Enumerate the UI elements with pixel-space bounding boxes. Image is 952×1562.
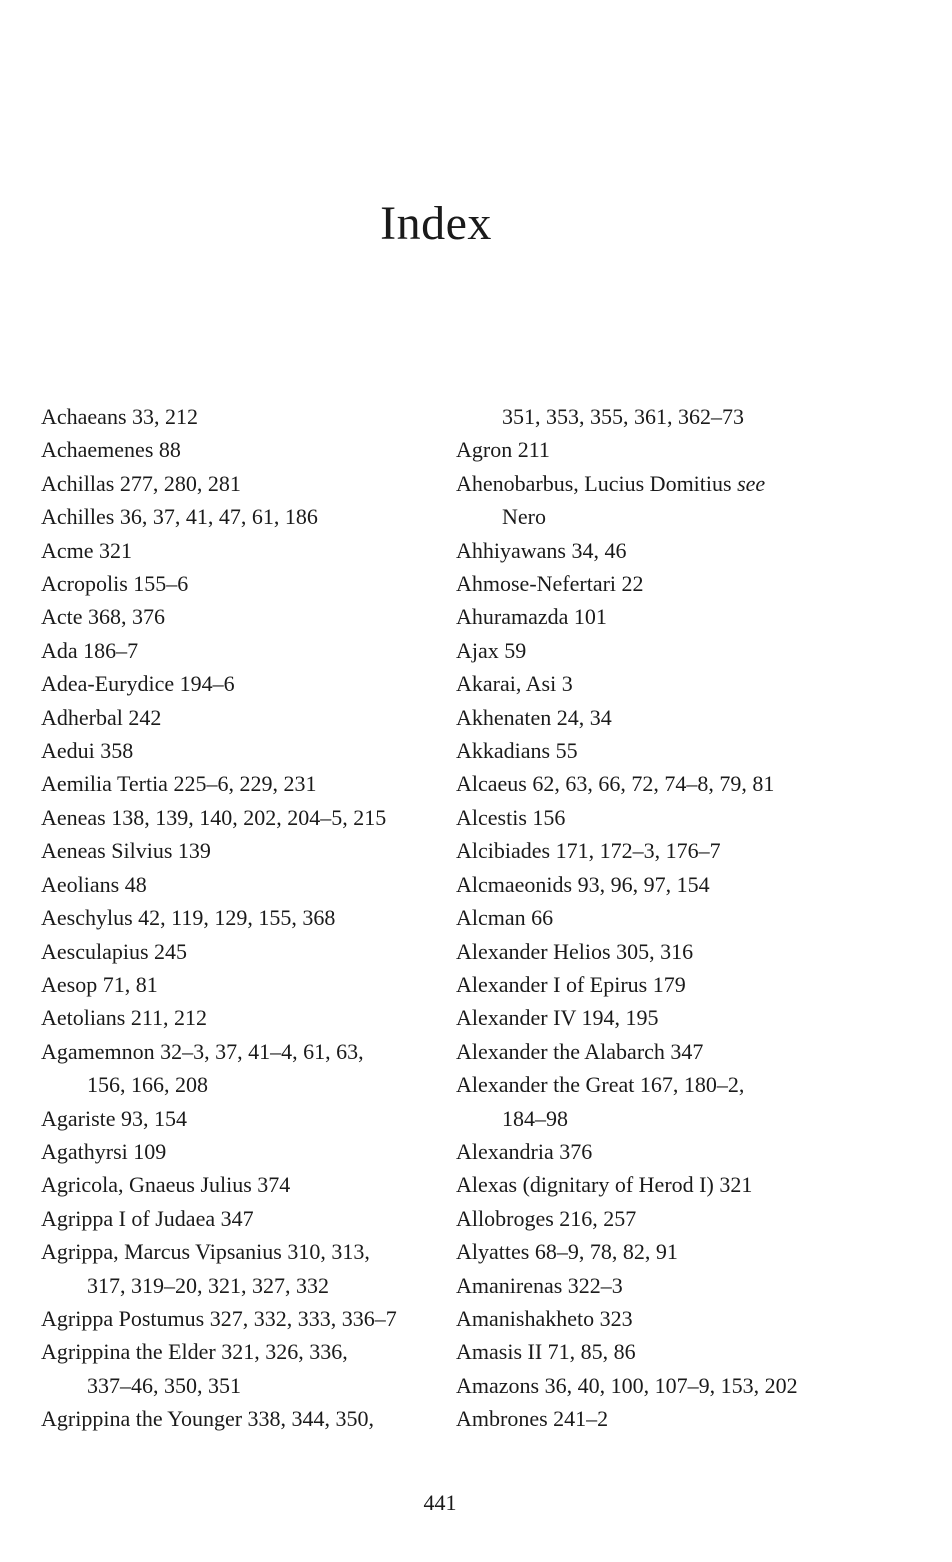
entry-line (456, 868, 876, 901)
entry-term: Ahmose-Nefertari (456, 571, 617, 597)
entry-pages: 32–3, 37, 41–4, 61, 63, (160, 1038, 364, 1064)
entry-term: Akarai, Asi (456, 671, 557, 697)
entry-pages: 59 (504, 637, 527, 663)
entry-pages: 71, 85, 86 (547, 1339, 636, 1365)
index-entry (41, 834, 441, 867)
entry-term: Agamemnon (41, 1038, 155, 1064)
entry-term: Alyattes (456, 1239, 530, 1265)
index-entry (456, 1302, 876, 1335)
page-title: Index (380, 197, 492, 250)
index-entry (456, 667, 876, 700)
entry-term: Acte (41, 604, 83, 630)
entry-pages: 71, 81 (102, 971, 158, 997)
entry-line (456, 834, 876, 867)
entry-line (456, 1302, 876, 1335)
index-entry (456, 1068, 876, 1135)
entry-term: Alexander I of Epirus (456, 971, 648, 997)
index-entry (456, 968, 876, 1001)
entry-pages: 368, 376 (88, 604, 166, 630)
entry-pages: 358 (100, 738, 134, 764)
entry-term: Akhenaten (456, 704, 552, 730)
entry-continuation (41, 1269, 441, 1302)
entry-line (41, 1335, 441, 1368)
entry-continuation (41, 1068, 441, 1101)
entry-line (41, 1235, 441, 1268)
entry-term: Aetolians (41, 1005, 126, 1031)
entry-term: Aeneas Silvius (41, 838, 173, 864)
entry-continuation-text: 337–46, 350, 351 (87, 1372, 241, 1398)
index-entry (41, 534, 441, 567)
index-entry (456, 1001, 876, 1034)
index-entry (41, 935, 441, 968)
entry-pages: 305, 316 (616, 938, 694, 964)
index-entry (41, 1102, 441, 1135)
entry-term: Aesop (41, 971, 98, 997)
entry-term: Alexander IV (456, 1005, 576, 1031)
entry-term: Agathyrsi (41, 1138, 128, 1164)
index-entry (41, 901, 441, 934)
entry-pages: 68–9, 78, 82, 91 (534, 1239, 678, 1265)
entry-term: Ahhiyawans (456, 537, 566, 563)
index-column-right (456, 400, 876, 1436)
entry-line (456, 467, 876, 500)
entry-pages: 211 (517, 437, 550, 463)
entry-line (456, 534, 876, 567)
entry-continuation (456, 400, 876, 433)
entry-pages: 242 (128, 704, 162, 730)
entry-line (456, 1202, 876, 1235)
index-entry (456, 1335, 876, 1368)
entry-pages: 374 (257, 1172, 291, 1198)
entry-line (41, 534, 441, 567)
entry-pages: 55 (555, 738, 578, 764)
entry-line (456, 667, 876, 700)
index-entry (41, 1335, 441, 1402)
entry-term: Amazons (456, 1372, 540, 1398)
entry-term: Ada (41, 637, 78, 663)
entry-pages: 323 (599, 1305, 633, 1331)
index-entry (41, 1202, 441, 1235)
index-entry (456, 1369, 876, 1402)
entry-pages: 327, 332, 333, 336–7 (209, 1305, 397, 1331)
entry-line (456, 1335, 876, 1368)
index-entry (456, 567, 876, 600)
entry-pages: 321 (719, 1172, 753, 1198)
index-entry (41, 567, 441, 600)
entry-line (456, 1369, 876, 1402)
entry-pages: 179 (652, 971, 686, 997)
entry-term: Agricola, Gnaeus Julius (41, 1172, 252, 1198)
entry-line (41, 1202, 441, 1235)
entry-pages: 34, 46 (571, 537, 627, 563)
index-entry (41, 1302, 441, 1335)
entry-term: Agrippa I of Judaea (41, 1205, 216, 1231)
index-entry (456, 600, 876, 633)
entry-pages: 194–6 (179, 671, 235, 697)
index-entry (456, 801, 876, 834)
entry-pages: 245 (154, 938, 188, 964)
index-entry (456, 1402, 876, 1435)
entry-term: Amanishakheto (456, 1305, 595, 1331)
entry-line (41, 400, 441, 433)
entry-term: Aesculapius (41, 938, 149, 964)
entry-line (41, 801, 441, 834)
entry-continuation-text: 351, 353, 355, 361, 362–73 (502, 404, 744, 429)
entry-line (456, 1269, 876, 1302)
entry-continuation-text: 317, 319–20, 321, 327, 332 (87, 1272, 329, 1298)
index-entry (41, 400, 441, 433)
index-entry (41, 1235, 441, 1302)
index-entry (41, 801, 441, 834)
entry-line (41, 500, 441, 533)
page-number: 441 (423, 1490, 457, 1515)
entry-pages: 321 (99, 537, 133, 563)
entry-term: Aeolians (41, 871, 120, 897)
entry-line (456, 734, 876, 767)
entry-pages: 167, 180–2, (639, 1072, 745, 1098)
entry-term: Agrippa, Marcus Vipsanius (41, 1239, 282, 1265)
entry-line (41, 634, 441, 667)
entry-line (41, 667, 441, 700)
entry-line (41, 701, 441, 734)
entry-line (41, 1135, 441, 1168)
entry-line (41, 1168, 441, 1201)
entry-line (456, 935, 876, 968)
entry-line (456, 1035, 876, 1068)
entry-term: Agrippa Postumus (41, 1305, 205, 1331)
entry-pages: 138, 139, 140, 202, 204–5, 215 (111, 804, 387, 830)
index-entry (456, 1135, 876, 1168)
entry-term: Agrippina the Younger (41, 1406, 243, 1432)
entry-line (41, 1302, 441, 1335)
entry-term: Alcestis (456, 804, 527, 830)
index-entry (41, 701, 441, 734)
entry-pages: 36, 40, 100, 107–9, 153, 202 (544, 1372, 798, 1398)
entry-pages: 376 (559, 1138, 593, 1164)
entry-term: Alexander Helios (456, 938, 611, 964)
entry-pages: 347 (670, 1038, 704, 1064)
entry-term: Ajax (456, 637, 499, 663)
entry-term: Adherbal (41, 704, 123, 730)
entry-line (41, 868, 441, 901)
entry-pages: 33, 212 (132, 404, 199, 429)
index-entry (456, 734, 876, 767)
entry-line (456, 1068, 876, 1101)
entry-term: Alcman (456, 905, 526, 931)
entry-pages: 321, 326, 336, (221, 1339, 348, 1365)
entry-pages: 194, 195 (581, 1005, 659, 1031)
entry-pages: 156 (532, 804, 566, 830)
entry-term: Achaeans (41, 404, 127, 429)
entry-pages: 277, 280, 281 (119, 470, 241, 496)
entry-continuation (41, 1369, 441, 1402)
index-entry (41, 634, 441, 667)
entry-term: Alexandria (456, 1138, 554, 1164)
entry-term: Alcmaeonids (456, 871, 573, 897)
entry-term: Alcibiades (456, 838, 551, 864)
entry-pages: 347 (220, 1205, 254, 1231)
index-column-left (41, 400, 441, 1436)
entry-line (41, 1001, 441, 1034)
entry-pages: 42, 119, 129, 155, 368 (138, 905, 336, 931)
index-entry (456, 467, 876, 534)
index-entry (456, 901, 876, 934)
entry-pages: 109 (133, 1138, 167, 1164)
entry-pages: 322–3 (567, 1272, 623, 1298)
entry-term: Amanirenas (456, 1272, 563, 1298)
entry-term: Aeschylus (41, 905, 133, 931)
entry-pages: 155–6 (133, 571, 189, 597)
entry-line (41, 600, 441, 633)
entry-line (41, 901, 441, 934)
entry-continuation (456, 500, 876, 533)
index-entry (456, 1035, 876, 1068)
entry-pages: 241–2 (553, 1406, 609, 1432)
entry-term: Acme (41, 537, 94, 563)
entry-line (41, 567, 441, 600)
entry-line (456, 767, 876, 800)
entry-term: Agrippina the Elder (41, 1339, 216, 1365)
entry-term: Acropolis (41, 571, 128, 597)
entry-term: Amasis II (456, 1339, 543, 1365)
entry-line (456, 567, 876, 600)
index-entry (456, 868, 876, 901)
index-entry (456, 534, 876, 567)
entry-term: Achillas (41, 470, 115, 496)
index-entry (41, 600, 441, 633)
entry-line (41, 433, 441, 466)
index-entry (456, 767, 876, 800)
index-entry (456, 400, 876, 433)
entry-term: Allobroges (456, 1205, 554, 1231)
entry-line (41, 935, 441, 968)
entry-line (41, 1402, 441, 1435)
entry-term: Achaemenes (41, 437, 154, 463)
entry-line (456, 1235, 876, 1268)
entry-pages: 338, 344, 350, (247, 1406, 375, 1432)
index-entry (41, 1168, 441, 1201)
entry-line (456, 1168, 876, 1201)
entry-term: Alexander the Great (456, 1072, 635, 1098)
index-entry (41, 767, 441, 800)
entry-line (41, 1102, 441, 1135)
index-entry (41, 1402, 441, 1435)
entry-continuation-text: Nero (502, 504, 546, 530)
entry-pages: 36, 37, 41, 47, 61, 186 (119, 504, 318, 530)
index-entry (456, 1269, 876, 1302)
entry-continuation-text: 156, 166, 208 (87, 1072, 208, 1098)
entry-line (456, 600, 876, 633)
entry-term: Aemilia Tertia (41, 771, 168, 797)
index-entry (456, 935, 876, 968)
entry-pages: 62, 63, 66, 72, 74–8, 79, 81 (532, 771, 775, 797)
index-entry (41, 1135, 441, 1168)
entry-pages: 22 (621, 571, 644, 597)
entry-pages: 88 (158, 437, 181, 463)
entry-line (41, 467, 441, 500)
entry-pages: 211, 212 (130, 1005, 208, 1031)
entry-line (41, 834, 441, 867)
entry-line (456, 968, 876, 1001)
entry-line (41, 1035, 441, 1068)
entry-term: Ambrones (456, 1406, 548, 1432)
index-entry (41, 467, 441, 500)
entry-line (456, 1001, 876, 1034)
index-entry (456, 1202, 876, 1235)
index-entry (456, 433, 876, 466)
index-entry (41, 734, 441, 767)
entry-term: Aedui (41, 738, 95, 764)
index-entry (456, 834, 876, 867)
index-entry (41, 1001, 441, 1034)
see-reference: see (737, 470, 766, 496)
entry-pages: 171, 172–3, 176–7 (555, 838, 721, 864)
entry-line (456, 701, 876, 734)
entry-pages: 24, 34 (556, 704, 612, 730)
entry-pages: 216, 257 (559, 1205, 637, 1231)
index-entry (41, 968, 441, 1001)
entry-pages: 186–7 (83, 637, 139, 663)
entry-term: Ahenobarbus, Lucius Domitius (456, 470, 732, 496)
entry-pages: 139 (177, 838, 211, 864)
entry-pages: 48 (124, 871, 147, 897)
index-entry (456, 1168, 876, 1201)
entry-pages: 310, 313, (287, 1239, 370, 1265)
entry-pages: 66 (531, 905, 554, 931)
entry-line (456, 433, 876, 466)
index-entry (41, 1035, 441, 1102)
entry-pages: 101 (573, 604, 607, 630)
entry-term: Agariste (41, 1105, 116, 1131)
entry-term: Agron (456, 437, 513, 463)
entry-continuation (456, 1102, 876, 1135)
index-entry (456, 1235, 876, 1268)
entry-pages: 93, 96, 97, 154 (577, 871, 710, 897)
entry-term: Achilles (41, 504, 115, 530)
entry-term: Alexas (dignitary of Herod I) (456, 1172, 714, 1198)
entry-term: Alexander the Alabarch (456, 1038, 665, 1064)
entry-line (456, 901, 876, 934)
index-entry (41, 433, 441, 466)
entry-line (41, 767, 441, 800)
entry-continuation-text: 184–98 (502, 1105, 568, 1131)
entry-term: Adea-Eurydice (41, 671, 175, 697)
entry-pages: 3 (561, 671, 573, 697)
index-entry (41, 500, 441, 533)
index-entry (456, 701, 876, 734)
entry-line (456, 1402, 876, 1435)
entry-term: Alcaeus (456, 771, 527, 797)
entry-term: Aeneas (41, 804, 106, 830)
entry-pages: 93, 154 (121, 1105, 188, 1131)
index-entry (41, 667, 441, 700)
index-entry (456, 634, 876, 667)
entry-term: Akkadians (456, 738, 551, 764)
entry-line (456, 634, 876, 667)
entry-line (41, 968, 441, 1001)
entry-line (41, 734, 441, 767)
entry-term: Ahuramazda (456, 604, 569, 630)
entry-line (456, 1135, 876, 1168)
entry-pages: 225–6, 229, 231 (173, 771, 317, 797)
index-entry (41, 868, 441, 901)
entry-line (456, 801, 876, 834)
